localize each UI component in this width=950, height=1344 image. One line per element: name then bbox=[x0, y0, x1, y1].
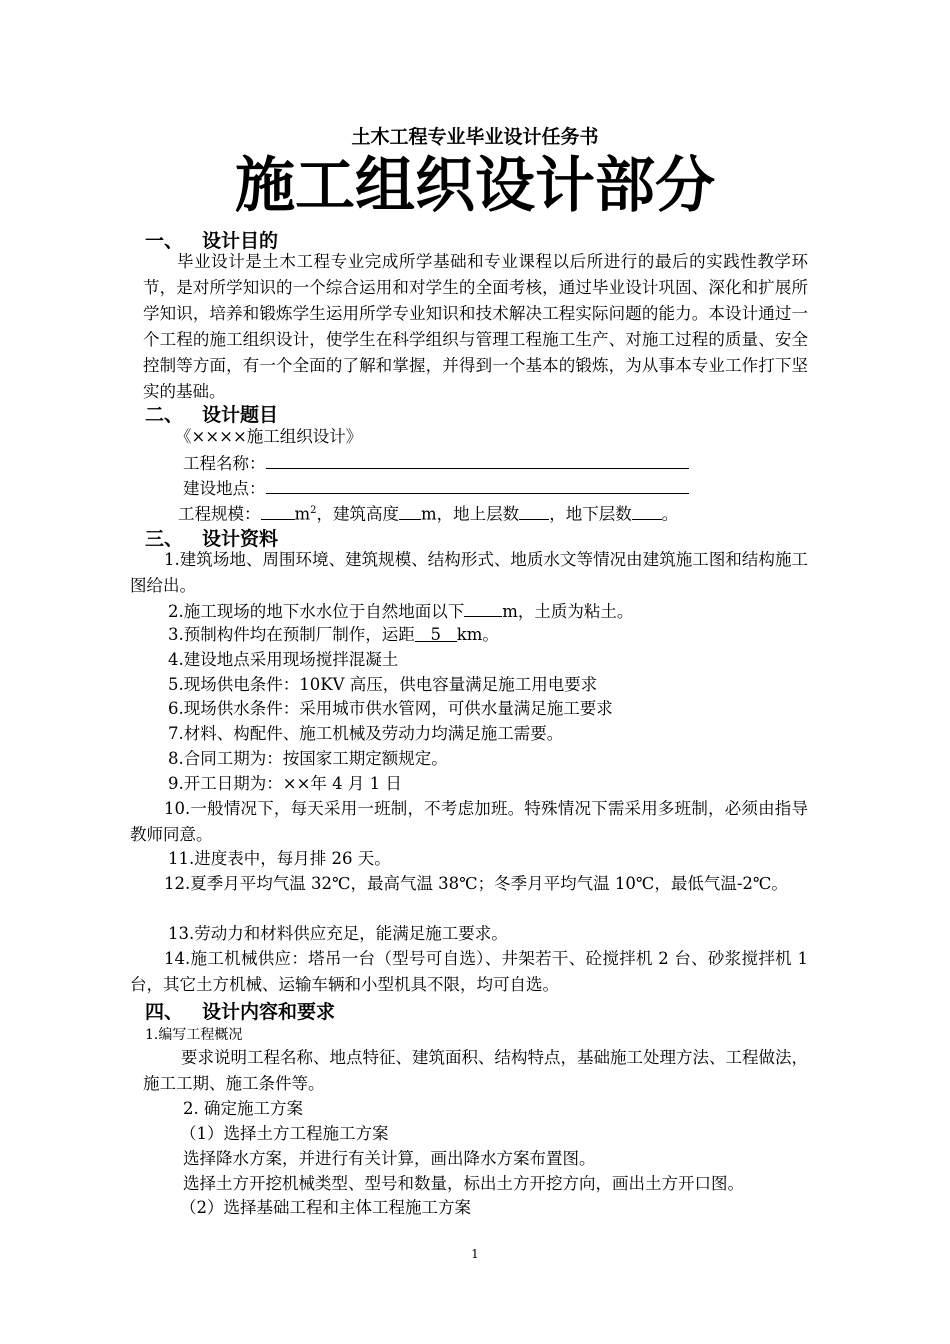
basement-label: ，地下层数 bbox=[549, 504, 632, 524]
project-name-row bbox=[183, 450, 689, 476]
area-unit: m bbox=[294, 504, 311, 524]
content-sub-2-2: （2）选择基础工程和主体工程施工方案 bbox=[180, 1198, 471, 1217]
section-number: 三、 bbox=[145, 528, 184, 550]
item2-text-end: m，土质为粘土。 bbox=[502, 602, 634, 621]
section-number: 一、 bbox=[145, 230, 184, 252]
site-label: 建设地点： bbox=[183, 479, 266, 498]
item3-text: 3.预制构件均在预制厂制作，运距 bbox=[168, 625, 415, 644]
purpose-paragraph: 毕业设计是土木工程专业完成所学基础和专业课程以后所进行的最后的实践性教学环节，是对所学知识的一个综合运用和对学生的全面考核，通过毕业设计巩固、深化和扩展所学知识，培养和锻炼学生运用所学专业知识和技术解决工程实际问题的能力。本设计通过一个工程的施工组织设计，使学生在科学组织与管理工程施工生产、对施工过程的质量、安全控制等方面，有一个全面的了解和掌握，并得到一个基本的锻炼，为从事本专业工作打下坚实的基础。 bbox=[143, 252, 808, 401]
area-unit-sup: 2 bbox=[310, 505, 317, 516]
material-item-7: 7.材料、构配件、施工机械及劳动力均满足施工需要。 bbox=[168, 724, 564, 743]
material-item-6: 6.现场供水条件：采用城市供水管网，可供水量满足施工要求 bbox=[168, 699, 613, 718]
section-title: 设计资料 bbox=[202, 528, 279, 550]
content-sub-2: 2. 确定施工方案 bbox=[183, 1099, 303, 1118]
document-title: 施工组织设计部分 bbox=[235, 151, 715, 221]
distance-value: 5 bbox=[415, 623, 457, 642]
floors-blank bbox=[519, 501, 549, 520]
water-level-blank bbox=[464, 598, 502, 617]
section-heading-topic bbox=[145, 400, 278, 427]
content-sub-2-1-b: 选择土方开挖机械类型、型号和数量，标出土方开挖方向，画出土方开口图。 bbox=[183, 1174, 744, 1193]
item2-text: 2.施工现场的地下水水位于自然地面以下 bbox=[168, 602, 465, 621]
floors-label: m，地上层数 bbox=[421, 504, 520, 524]
material-item-2 bbox=[168, 598, 633, 624]
section-title: 设计题目 bbox=[202, 404, 279, 426]
height-label: ，建筑高度 bbox=[316, 504, 400, 524]
document-subtitle: 土木工程专业毕业设计任务书 bbox=[351, 126, 599, 148]
material-item-1: 1.建筑场地、周围环境、建筑规模、结构形式、地质水文等情况由建筑施工图和结构施工图给出。 bbox=[130, 550, 808, 595]
material-item-9: 9.开工日期为：××年 4 月 1 日 bbox=[168, 774, 402, 793]
section-title: 设计内容和要求 bbox=[202, 1001, 336, 1023]
material-item-4: 4.建设地点采用现场搅拌混凝土 bbox=[168, 650, 399, 669]
page-number: 1 bbox=[471, 1247, 479, 1261]
height-blank bbox=[399, 501, 421, 520]
section-title: 设计目的 bbox=[202, 230, 279, 252]
material-item-13: 13.劳动力和材料供应充足，能满足施工要求。 bbox=[168, 924, 508, 943]
material-item-14: 14.施工机械供应：塔吊一台（型号可自选）、井架若干、砼搅拌机 2 台、砂浆搅拌机 1 台，其它土方机械、运输车辆和小型机具不限，均可自选。 bbox=[130, 949, 808, 994]
period: 。 bbox=[661, 504, 679, 524]
content-sub-2-1: （1）选择土方工程施工方案 bbox=[180, 1124, 389, 1143]
scale-label: 工程规模： bbox=[178, 504, 261, 524]
material-item-10: 10.一般情况下，每天采用一班制，不考虑加班。特殊情况下需采用多班制，必须由指导教师同意。 bbox=[130, 799, 808, 844]
project-name-label: 工程名称： bbox=[183, 454, 266, 473]
area-blank bbox=[261, 501, 295, 520]
material-item-12: 12.夏季月平均气温 32℃，最高气温 38℃；冬季月平均气温 10℃，最低气温-2℃。 bbox=[164, 874, 788, 893]
content-sub-1-body: 要求说明工程名称、地点特征、建筑面积、结构特点，基础施工处理方法、工程做法，施工工期、施工条件等。 bbox=[143, 1048, 808, 1093]
material-item-11: 11.进度表中，每月排 26 天。 bbox=[168, 849, 391, 868]
material-item-8: 8.合同工期为：按国家工期定额规定。 bbox=[168, 749, 448, 768]
content-sub-1: 1.编写工程概况 bbox=[145, 1027, 243, 1043]
design-topic: 《××××施工组织设计》 bbox=[175, 427, 363, 446]
section-number: 四、 bbox=[145, 1001, 184, 1023]
content-sub-2-1-a: 选择降水方案，并进行有关计算，画出降水方案布置图。 bbox=[183, 1149, 596, 1168]
site-row bbox=[183, 475, 689, 501]
project-name-blank bbox=[266, 450, 689, 469]
section-heading-content bbox=[145, 997, 335, 1024]
material-item-5: 5.现场供电条件：10KV 高压，供电容量满足施工用电要求 bbox=[168, 675, 598, 694]
item3-text-end: km。 bbox=[456, 625, 499, 644]
site-blank bbox=[266, 475, 689, 494]
scale-row bbox=[178, 499, 678, 527]
section-number: 二、 bbox=[145, 404, 184, 426]
material-item-3 bbox=[168, 623, 499, 647]
basement-blank bbox=[632, 501, 662, 520]
